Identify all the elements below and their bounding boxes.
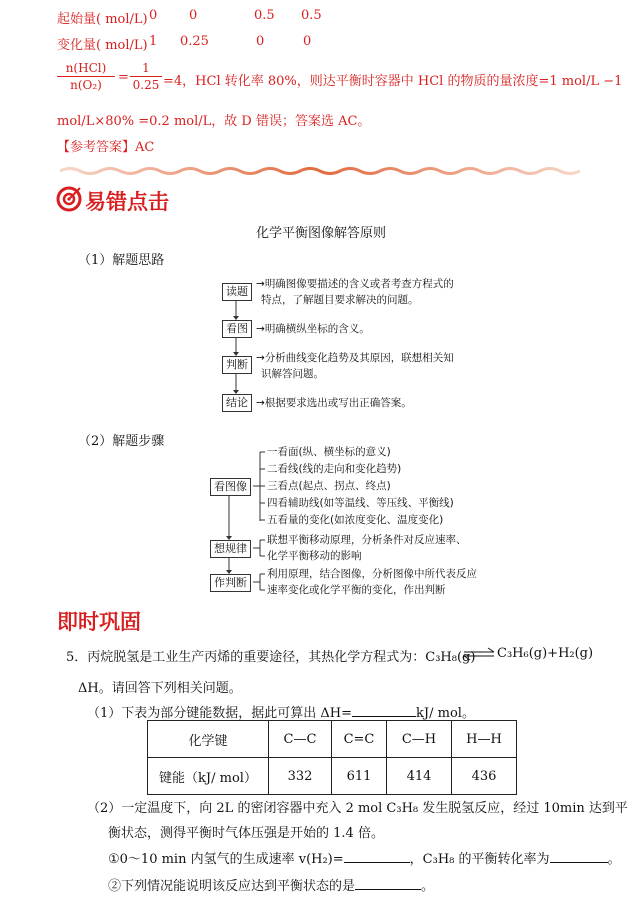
- table-cell: 611: [332, 758, 387, 795]
- thinking-label: （1）解题思路: [78, 253, 165, 268]
- flow2-think-item2: 化学平衡移动的影响: [267, 550, 362, 562]
- change-v2: 0: [256, 34, 265, 49]
- fraction-right-num: 1: [142, 61, 150, 75]
- flow1-read-box: 读题: [222, 283, 252, 301]
- flow2-judge-item2: 速率变化或化学平衡的变化，作出判断: [267, 584, 446, 596]
- flow2-box-think: 想规律: [210, 540, 251, 558]
- flow1-judge-text2: 识解答问题。: [261, 368, 324, 380]
- flow2-box-judge: 作判断: [210, 574, 251, 592]
- flow1-read-text1: →明确图像要描述的含义或者考查方程式的: [256, 278, 454, 290]
- initial-v2: 0.5: [254, 8, 275, 23]
- flow2-look-item4: 四看辅助线(如等温线、等压线、平衡线): [267, 497, 454, 509]
- flow2-look-item3: 三看点(起点、拐点、终点): [267, 480, 391, 492]
- flow1-conclude-box: 结论: [222, 394, 252, 412]
- flow2-look-item1: 一看面(纵、横坐标的意义): [267, 446, 391, 458]
- change-v1: 0.25: [180, 34, 209, 49]
- initial-label: 起始量( mol/L): [57, 12, 148, 27]
- table-cell: 键能（kJ/ mol）: [148, 758, 269, 795]
- flow2-look-item5: 五看量的变化(如浓度变化、温度变化): [267, 514, 444, 526]
- target-icon: [56, 186, 82, 212]
- initial-row: [57, 8, 148, 27]
- initial-v3: 0.5: [301, 8, 322, 23]
- line-d: mol/L×80% =0.2 mol/L，故 D 错误；答案选 AC。: [57, 114, 371, 129]
- flow1-read-text2: 特点，了解题目要求解决的问题。: [261, 294, 419, 306]
- flow2-box-look: 看图像: [210, 478, 251, 496]
- table-row: [148, 758, 517, 795]
- initial-v1: 0: [189, 8, 198, 23]
- rate-blank[interactable]: [344, 862, 410, 863]
- fraction-eq: =: [118, 70, 129, 85]
- section2-title: 即时巩固: [57, 610, 141, 634]
- table-cell: 436: [452, 758, 517, 795]
- change-v3: 0: [303, 34, 312, 49]
- q5-sub2b: 衡状态，测得平衡时气体压强是开始的 1.4 倍。: [108, 826, 384, 841]
- flow2-look-item2: 二看线(线的走向和变化趋势): [267, 463, 402, 475]
- fraction-tail: =4，HCl 转化率 80%，则达平衡时容器中 HCl 的物质的量浓度=1 mol/L −1: [163, 74, 623, 89]
- state-blank[interactable]: [355, 889, 421, 890]
- q5-line2: ΔH。请回答下列相关问题。: [78, 681, 242, 696]
- steps-label: （2）解题步骤: [78, 434, 165, 449]
- flow2-judge-item1: 利用原理，结合图像，分析图像中所代表反应: [267, 568, 477, 580]
- answer: 【参考答案】AC: [57, 140, 155, 155]
- table-cell: C—C: [269, 721, 332, 758]
- table-cell: 414: [387, 758, 452, 795]
- table-cell: H—H: [452, 721, 517, 758]
- q5-line1: 5．丙烷脱氢是工业生产丙烯的重要途径，其热化学方程式为：C₃H₈(g): [66, 650, 476, 665]
- dh-blank[interactable]: [352, 716, 416, 717]
- flow2-think-item1: 联想平衡移动原理，分析条件对反应速率、: [267, 534, 467, 546]
- table-cell: C=C: [332, 721, 387, 758]
- table-cell: 332: [269, 758, 332, 795]
- fraction-left: [57, 61, 115, 92]
- initial-v0: 0: [149, 8, 158, 23]
- equilibrium-arrow-icon: [462, 646, 496, 662]
- flow1-look-box: 看图: [222, 320, 252, 338]
- q5-q1: ①0～10 min 内氢气的生成速率 v(H₂)= ，C₃H₈ 的平衡转化率为 。: [108, 852, 621, 867]
- table-cell: C—H: [387, 721, 452, 758]
- fraction-left-den: n(O₂): [70, 78, 102, 92]
- change-label: 变化量( mol/L): [57, 38, 148, 53]
- table-header-row: [148, 721, 517, 758]
- flow1-judge-box: 判断: [222, 356, 252, 374]
- q5-sub1: （1）下表为部分键能数据，据此可算出 ΔH= kJ/ mol。: [87, 706, 475, 721]
- principle-title: 化学平衡图像解答原则: [256, 226, 387, 241]
- wavy-divider: [60, 166, 580, 176]
- fraction-right-den: 0.25: [132, 78, 160, 92]
- fraction-left-num: n(HCl): [65, 61, 107, 75]
- change-v0: 1: [149, 34, 158, 49]
- flow1-conclude-text1: →根据要求选出或写出正确答案。: [256, 397, 412, 409]
- table-cell: 化学键: [148, 721, 269, 758]
- q5-sub2a: （2）一定温度下，向 2L 的密闭容器中充入 2 mol C₃H₈ 发生脱氢反应，经过 10min 达到平: [87, 801, 628, 816]
- fraction-right: [130, 61, 162, 92]
- flow1-judge-text1: →分析曲线变化趋势及其原因，联想相关知: [256, 352, 454, 364]
- section1-title: 易错点击: [85, 190, 169, 214]
- q5-q2: ②下列情况能说明该反应达到平衡状态的是 。: [108, 879, 435, 894]
- bond-energy-table: [147, 720, 517, 795]
- q5-line1b: C₃H₆(g)+H₂(g): [497, 646, 594, 661]
- conversion-blank[interactable]: [550, 862, 608, 863]
- flow1-look-text1: →明确横纵坐标的含义。: [256, 323, 370, 335]
